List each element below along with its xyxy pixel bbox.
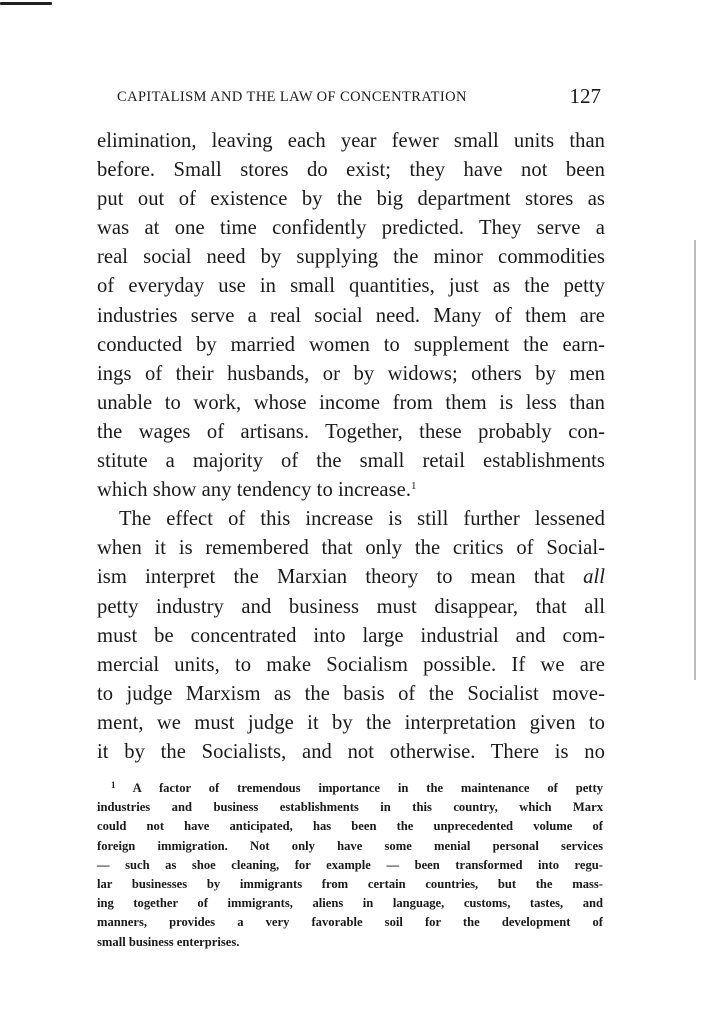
page-edge-shadow [694, 240, 696, 680]
body-line: elimination, leaving each year fewer small units than [97, 130, 605, 152]
body-line: mercial units, to make Socialism possible. If we are [97, 653, 605, 676]
body-line: ment, we must judge it by the interpretation given to [97, 711, 605, 734]
body-line: was at one time confidently predicted. They serve a [97, 217, 605, 240]
footnote-line: ing together of immigrants, aliens in language, customs, tastes, and [97, 896, 603, 911]
body-line: stitute a majority of the small retail establishments [97, 450, 605, 473]
running-title: CAPITALISM AND THE LAW OF CONCENTRATION [117, 89, 467, 105]
emphasis-word: all [583, 566, 605, 589]
body-line: petty industry and business must disappear, that all [97, 595, 605, 618]
footnote-line: lar businesses by immigrants from certain countries, but the mass- [97, 876, 603, 891]
body-line-paragraph-start: The effect of this increase is still further lessened [119, 508, 605, 531]
body-line-paragraph-end [97, 476, 605, 505]
body-line: to judge Marxism as the basis of the Socialist move- [97, 682, 605, 705]
running-header [117, 85, 607, 109]
footnote-marker: 1 [111, 780, 116, 790]
body-line-with-emphasis [97, 563, 605, 592]
footnote-line: manners, provides a very favorable soil for the development of [97, 915, 603, 930]
footnote [97, 779, 603, 952]
footnote-line: could not have anticipated, has been the unprecedented volume of [97, 819, 603, 834]
body-line: real social need by supplying the minor commodities [97, 246, 605, 269]
body-line: the wages of artisans. Together, these probably con- [97, 420, 605, 443]
body-line: conducted by married women to supplement the earn- [97, 333, 605, 356]
footnote-line: — such as shoe cleaning, for example — been transformed into regu- [97, 857, 603, 872]
footnote-line: industries and business establishments in this country, which Marx [97, 800, 603, 815]
footnote-line: foreign immigration. Not only have some menial personal services [97, 838, 603, 853]
body-text [97, 127, 605, 767]
footnote-reference: 1 [411, 480, 417, 493]
body-line: before. Small stores do exist; they have not been [97, 159, 605, 182]
body-line: it by the Socialists, and not otherwise. There is no [97, 740, 605, 763]
body-line: ings of their husbands, or by widows; others by men [97, 362, 605, 385]
body-line: unable to work, whose income from them is less than [97, 391, 605, 414]
footnote-line-text: A factor of tremendous importance in the maintenance of petty [115, 781, 603, 795]
footnote-line [97, 779, 603, 798]
body-line-text: which show any tendency to increase. [97, 479, 412, 502]
body-line: industries serve a real social need. Many of them are [97, 304, 605, 327]
body-line-text: ism interpret the Marxian theory to mean that [97, 566, 584, 589]
body-line: when it is remembered that only the critics of Social- [97, 537, 605, 560]
page-number: 127 [569, 84, 601, 108]
footnote-line: small business enterprises. [97, 934, 240, 949]
body-line: put out of existence by the big department stores as [97, 188, 605, 211]
scan-mark [0, 2, 52, 5]
body-line: of everyday use in small quantities, just as the petty [97, 275, 605, 298]
body-line: must be concentrated into large industrial and com- [97, 624, 605, 647]
